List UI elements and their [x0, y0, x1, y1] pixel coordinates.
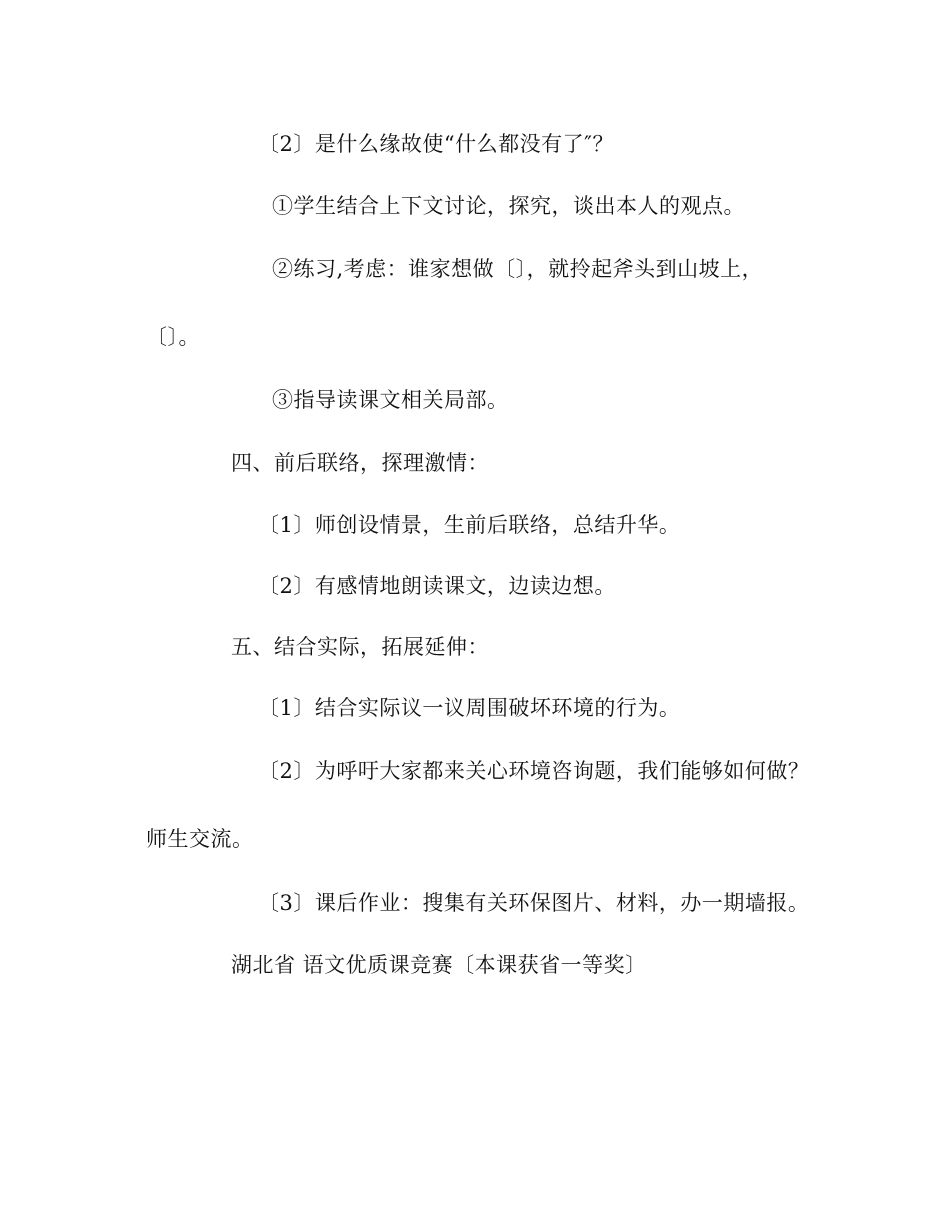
award-note: 湖北省 语文优质课竞赛〔本课获省一等奖〕: [231, 953, 647, 977]
section-4-item-2: 〔2〕有感情地朗读课文，边读边想。: [258, 574, 616, 598]
step-line-3: ③指导读课文相关局部。: [272, 388, 509, 412]
section-5-item-2-continued: 师生交流。: [146, 827, 254, 851]
section-5-item-3: 〔3〕课后作业：搜集有关环保图片、材料，办一期墙报。: [258, 891, 810, 915]
section-5-item-1: 〔1〕结合实际议一议周围破坏环境的行为。: [258, 696, 681, 720]
section-heading-4: 四、前后联络，探理激情：: [231, 451, 489, 475]
section-4-item-1: 〔1〕师创设情景，生前后联络，总结升华。: [258, 513, 681, 537]
question-line-2: 〔2〕是什么缘故使“什么都没有了″？: [258, 132, 614, 156]
section-heading-5: 五、结合实际，拓展延伸：: [231, 635, 489, 659]
step-line-1: ①学生结合上下文讨论，探究，谈出本人的观点。: [272, 194, 745, 218]
step-line-2: ②练习,考虑：谁家想做〔〕，就拎起斧头到山坡上，: [272, 257, 764, 281]
section-5-item-2: 〔2〕为呼吁大家都来关心环境咨询题，我们能够如何做？: [258, 759, 810, 783]
step-line-2-continued: 〔〕。: [146, 325, 200, 349]
